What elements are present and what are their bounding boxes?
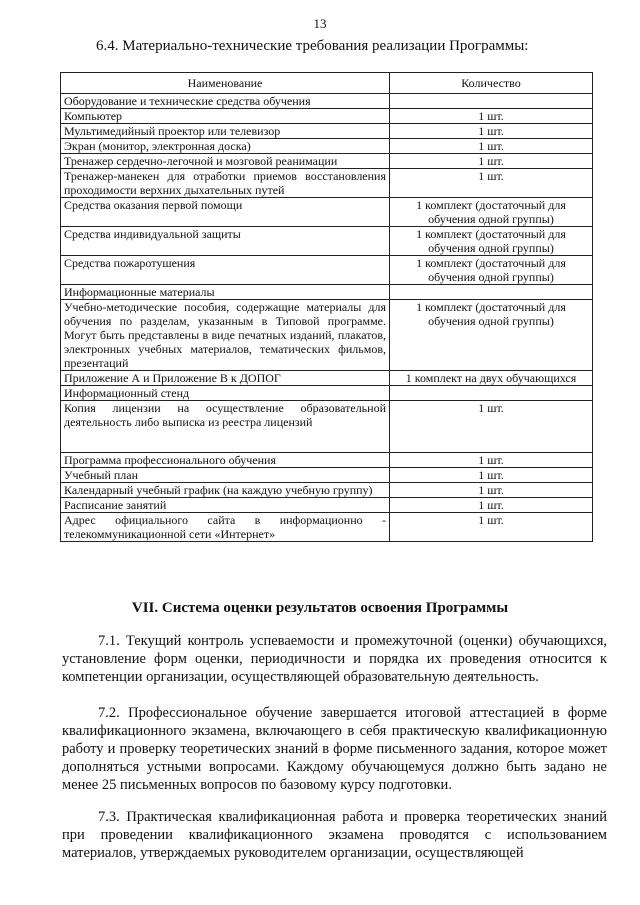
row-name: Средства индивидуальной защиты [61, 227, 390, 256]
row-quantity: 1 шт. [390, 109, 593, 124]
row-name: Оборудование и технические средства обучения [61, 94, 390, 109]
paragraph-7-3 [62, 808, 607, 862]
row-quantity: 1 шт. [390, 154, 593, 169]
row-name: Средства пожаротушения [61, 256, 390, 285]
row-quantity: 1 шт. [390, 401, 593, 453]
row-name: Экран (монитор, электронная доска) [61, 139, 390, 154]
row-quantity: 1 комплект на двух обучающихся [390, 371, 593, 386]
row-name: Мультимедийный проектор или телевизор [61, 124, 390, 139]
table-header-row [61, 73, 593, 94]
table-row [61, 453, 593, 468]
table-row [61, 94, 593, 109]
row-name: Компьютер [61, 109, 390, 124]
row-name: Учебный план [61, 468, 390, 483]
row-name: Календарный учебный график (на каждую учебную группу) [61, 483, 390, 498]
page-number: 13 [313, 16, 327, 31]
row-quantity: 1 шт. [390, 513, 593, 542]
row-quantity: 1 шт. [390, 498, 593, 513]
row-quantity: 1 комплект (достаточный для обучения одной группы) [390, 227, 593, 256]
row-name: Тренажер-манекен для отработки приемов восстановления проходимости верхних дыхательных путей [61, 169, 390, 198]
row-name: Адрес официального сайта в информационно - телекоммуникационной сети «Интернет» [61, 513, 390, 542]
table-row [61, 198, 593, 227]
row-quantity [390, 386, 593, 401]
row-name: Программа профессионального обучения [61, 453, 390, 468]
section-heading: 6.4. Материально-технические требования реализации Программы: [96, 38, 529, 54]
row-quantity: 1 шт. [390, 169, 593, 198]
paragraph-text: 7.2. Профессиональное обучение завершается итоговой аттестацией в форме квалификационного экзамена, включающего в себя практическую квалификационную работу и проверку теоретических знаний в форме письменного задания, которое может дополняться устными вопросами. Каждому обучающемуся должно быть задано не менее 25 письменных вопросов по базовому курсу подготовки. [62, 705, 607, 793]
row-name: Информационный стенд [61, 386, 390, 401]
requirements-table [60, 72, 593, 542]
table-row [61, 154, 593, 169]
row-quantity: 1 шт. [390, 124, 593, 139]
row-name: Копия лицензии на осуществление образовательной деятельность либо выписка из реестра лицензий [61, 401, 390, 453]
header-name: Наименование [61, 73, 390, 94]
row-name: Расписание занятий [61, 498, 390, 513]
table-row [61, 285, 593, 300]
table-row [61, 468, 593, 483]
row-quantity: 1 шт. [390, 139, 593, 154]
table-row [61, 227, 593, 256]
table-row [61, 371, 593, 386]
header-quantity: Количество [390, 73, 593, 94]
row-quantity: 1 комплект (достаточный для обучения одной группы) [390, 256, 593, 285]
table-row [61, 386, 593, 401]
table-row [61, 124, 593, 139]
paragraph-text: 7.1. Текущий контроль успеваемости и промежуточной (оценки) обучающихся, установление форм оценки, периодичности и порядка их проведения относится к компетенции организации, осуществляющей образовательную деятельность. [62, 633, 607, 685]
table-row [61, 109, 593, 124]
row-quantity: 1 комплект (достаточный для обучения одной группы) [390, 300, 593, 371]
table-row [61, 483, 593, 498]
row-quantity: 1 шт. [390, 483, 593, 498]
table-row [61, 401, 593, 453]
row-name: Учебно-методические пособия, содержащие материалы для обучения по разделам, указанным в Типовой программе. Могут быть представлены в виде печатных изданий, плакатов, электронных учебных материалов, тематических фильмов, презентаций [61, 300, 390, 371]
table-row [61, 139, 593, 154]
row-quantity: 1 шт. [390, 453, 593, 468]
row-quantity: 1 шт. [390, 468, 593, 483]
table-row [61, 513, 593, 542]
paragraph-text: 7.3. Практическая квалификационная работа и проверка теоретических знаний при проведении квалификационного экзамена проводятся с использованием материалов, утверждаемых руководителем организации, осуществляющей [62, 809, 607, 861]
table-row [61, 169, 593, 198]
row-name: Приложение А и Приложение В к ДОПОГ [61, 371, 390, 386]
table-row [61, 300, 593, 371]
chapter-heading: VII. Система оценки результатов освоения Программы [131, 600, 509, 616]
table-row [61, 256, 593, 285]
row-name: Тренажер сердечно-легочной и мозговой реанимации [61, 154, 390, 169]
row-quantity [390, 285, 593, 300]
table-row [61, 498, 593, 513]
paragraph-7-2 [62, 704, 607, 794]
paragraph-7-1 [62, 632, 607, 686]
row-name: Информационные материалы [61, 285, 390, 300]
row-name: Средства оказания первой помощи [61, 198, 390, 227]
row-quantity: 1 комплект (достаточный для обучения одной группы) [390, 198, 593, 227]
row-quantity [390, 94, 593, 109]
